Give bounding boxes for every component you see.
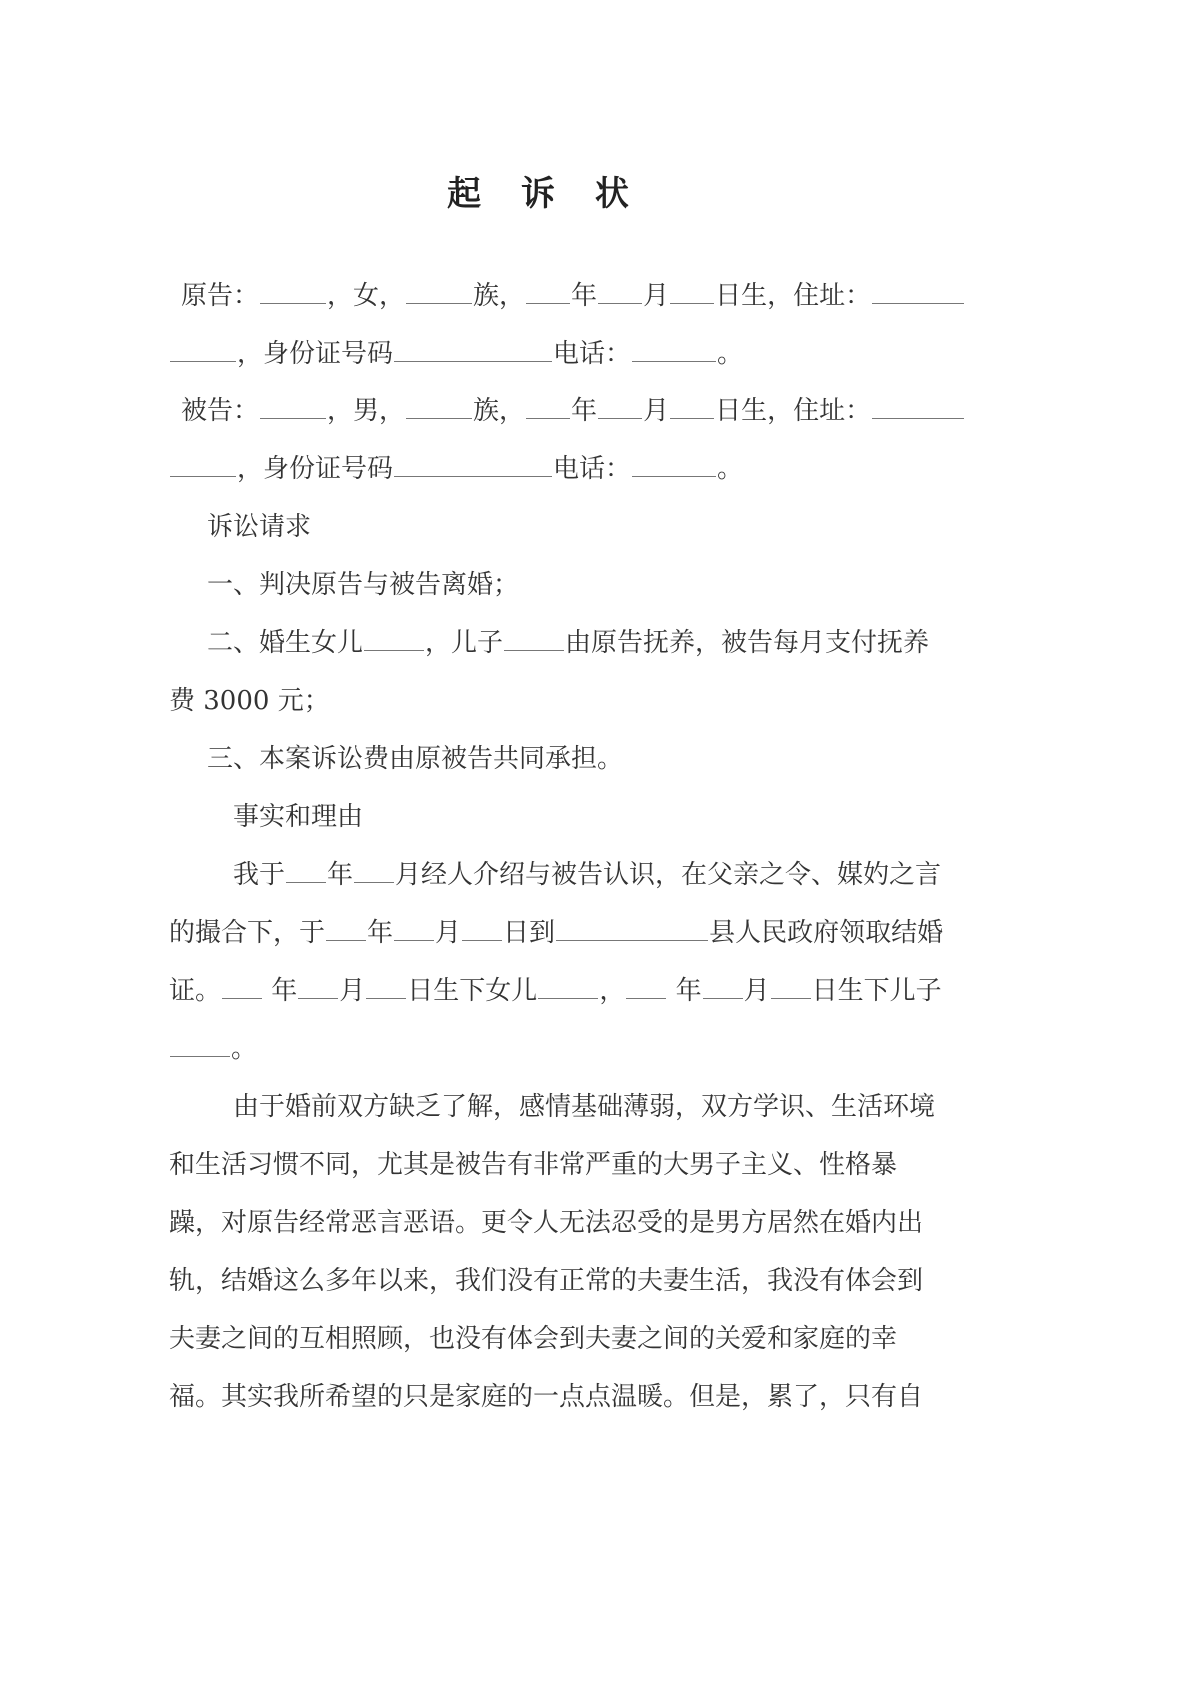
text-segment: 轨，结婚这么多年以来，我们没有正常的夫妻生活，我没有体会到 <box>169 1266 924 1296</box>
text-segment: ，男， <box>327 396 406 426</box>
text-line-facts-2c <box>169 1206 923 1240</box>
blank-field[interactable] <box>364 628 424 651</box>
text-segment: 族， <box>473 281 526 311</box>
blank-field[interactable] <box>354 860 394 883</box>
blank-field[interactable] <box>170 454 236 477</box>
blank-field[interactable] <box>556 918 708 941</box>
text-line-facts-1b <box>169 916 943 950</box>
text-line-defendant-2 <box>169 452 743 486</box>
blank-field[interactable] <box>703 976 743 999</box>
text-segment: 。 <box>717 339 744 369</box>
text-segment: 月 <box>435 918 462 948</box>
text-segment: 证。 <box>169 976 222 1006</box>
blank-field[interactable] <box>406 396 472 419</box>
text-segment: 由于婚前双方缺乏了解，感情基础薄弱，双方学识、生活环境 <box>233 1092 936 1122</box>
text-segment: 费 3000 元； <box>169 686 330 716</box>
text-segment: 月经人介绍与被告认识，在父亲之令、媒妁之言 <box>395 860 942 890</box>
text-segment: 三、本案诉讼费由原被告共同承担。 <box>207 744 624 774</box>
blank-field[interactable] <box>406 281 472 304</box>
blank-field[interactable] <box>598 281 642 304</box>
text-segment: ， <box>599 976 626 1006</box>
text-line-plaintiff-1 <box>181 279 965 313</box>
text-segment: 事实和理由 <box>233 802 364 832</box>
text-line-facts-2b <box>169 1148 897 1182</box>
text-segment: 电话： <box>553 339 632 369</box>
text-segment: 年 <box>367 918 394 948</box>
text-line-facts-1d <box>169 1032 257 1066</box>
blank-field[interactable] <box>626 976 666 999</box>
text-line-facts-heading <box>233 800 363 834</box>
blank-field[interactable] <box>394 454 552 477</box>
blank-field[interactable] <box>670 281 714 304</box>
text-line-facts-2f <box>169 1380 923 1414</box>
text-segment: 。 <box>717 454 744 484</box>
text-segment: ，儿子 <box>425 628 504 658</box>
text-segment: 年 <box>667 976 702 1006</box>
blank-field[interactable] <box>394 339 552 362</box>
text-segment: 年 <box>571 396 598 426</box>
blank-field[interactable] <box>260 281 326 304</box>
text-segment: 福。其实我所希望的只是家庭的一点点温暖。但是，累了，只有自 <box>169 1382 924 1412</box>
text-line-facts-2d <box>169 1264 923 1298</box>
blank-field[interactable] <box>504 628 564 651</box>
text-segment: 年 <box>327 860 354 890</box>
blank-field[interactable] <box>222 976 262 999</box>
text-line-facts-2e <box>169 1322 897 1356</box>
blank-field[interactable] <box>260 396 326 419</box>
blank-field[interactable] <box>286 860 326 883</box>
text-line-claim-2a <box>207 626 929 660</box>
blank-field[interactable] <box>771 976 811 999</box>
text-segment: 日生，住址： <box>715 396 872 426</box>
text-segment: 躁，对原告经常恶言恶语。更令人无法忍受的是男方居然在婚内出 <box>169 1208 924 1238</box>
blank-field[interactable] <box>298 976 338 999</box>
text-segment: 二、婚生女儿 <box>207 628 364 658</box>
text-line-facts-1a <box>233 858 941 892</box>
text-segment: 被告： <box>181 396 260 426</box>
text-segment: 原告： <box>181 281 260 311</box>
blank-field[interactable] <box>872 281 964 304</box>
text-segment: 年 <box>263 976 298 1006</box>
blank-field[interactable] <box>632 454 716 477</box>
text-segment: 族， <box>473 396 526 426</box>
blank-field[interactable] <box>394 918 434 941</box>
blank-field[interactable] <box>366 976 406 999</box>
text-segment: 日生，住址： <box>715 281 872 311</box>
blank-field[interactable] <box>632 339 716 362</box>
text-line-claim-1 <box>207 568 519 602</box>
blank-field[interactable] <box>170 1034 230 1057</box>
text-segment: 我于 <box>233 860 286 890</box>
blank-field[interactable] <box>326 918 366 941</box>
text-segment: 日到 <box>503 918 556 948</box>
text-segment: 一、判决原告与被告离婚； <box>207 570 520 600</box>
text-line-facts-2a <box>233 1090 935 1124</box>
text-line-plaintiff-2 <box>169 337 743 371</box>
blank-field[interactable] <box>872 396 964 419</box>
text-segment: 月 <box>339 976 366 1006</box>
text-segment: 日生下女儿 <box>407 976 538 1006</box>
text-segment: 诉讼请求 <box>207 512 312 542</box>
text-segment: 月 <box>643 396 670 426</box>
text-line-claim-2b <box>169 684 330 718</box>
blank-field[interactable] <box>462 918 502 941</box>
blank-field[interactable] <box>170 339 236 362</box>
text-segment: 夫妻之间的互相照顾，也没有体会到夫妻之间的关爱和家庭的幸 <box>169 1324 898 1354</box>
text-line-facts-1c <box>169 974 942 1008</box>
text-segment: 的撮合下，于 <box>169 918 326 948</box>
blank-field[interactable] <box>526 396 570 419</box>
text-line-defendant-1 <box>181 394 965 428</box>
text-segment: 日生下儿子 <box>811 976 942 1006</box>
blank-field[interactable] <box>670 396 714 419</box>
text-segment: 年 <box>571 281 598 311</box>
text-line-claims-heading <box>207 510 311 544</box>
text-segment: ，身份证号码 <box>237 454 394 484</box>
text-segment: 月 <box>743 976 770 1006</box>
text-segment: ，女， <box>327 281 406 311</box>
text-segment: 和生活习惯不同，尤其是被告有非常严重的大男子主义、性格暴 <box>169 1150 898 1180</box>
document-title: 起 诉 状 <box>447 174 643 214</box>
blank-field[interactable] <box>538 976 598 999</box>
text-segment: 电话： <box>553 454 632 484</box>
text-segment: 月 <box>643 281 670 311</box>
blank-field[interactable] <box>598 396 642 419</box>
text-line-claim-3 <box>207 742 623 776</box>
text-segment: 县人民政府领取结婚 <box>709 918 944 948</box>
text-segment: ，身份证号码 <box>237 339 394 369</box>
text-segment: 由原告抚养，被告每月支付抚养 <box>565 628 930 658</box>
text-segment: 。 <box>231 1034 258 1064</box>
blank-field[interactable] <box>526 281 570 304</box>
